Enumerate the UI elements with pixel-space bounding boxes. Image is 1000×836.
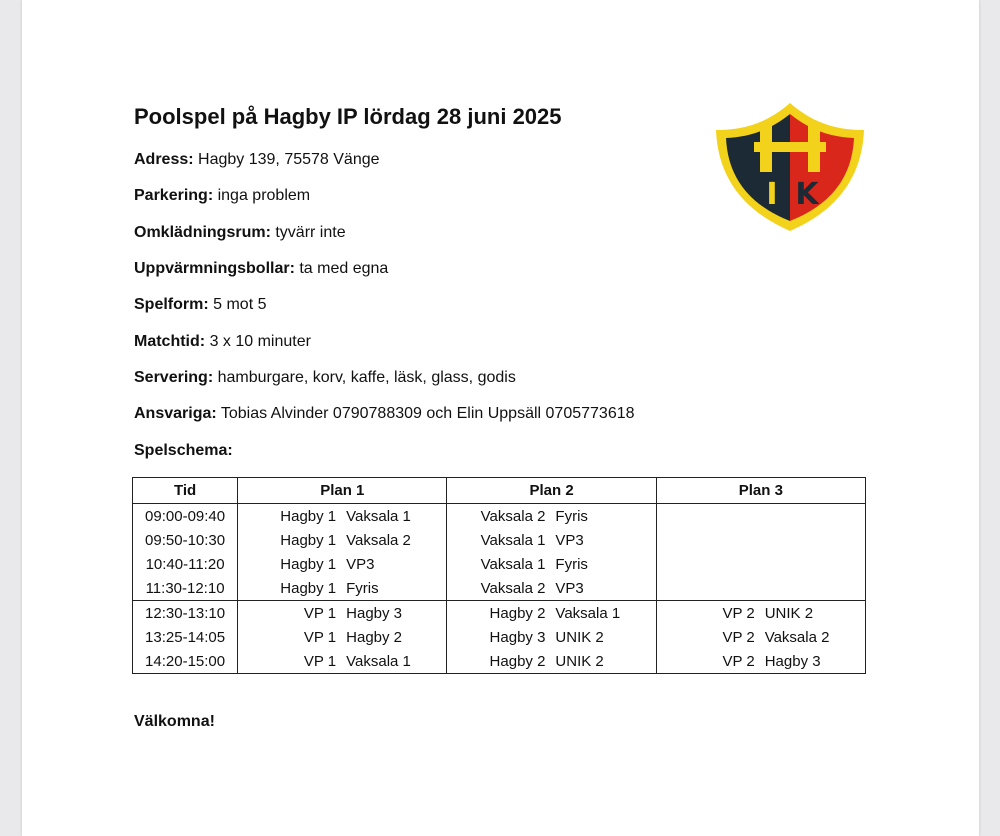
plan-2-cell bbox=[447, 504, 656, 529]
time-cell: 12:30-13:10 bbox=[133, 601, 238, 626]
crest-letter-k: K bbox=[795, 177, 819, 212]
table-row bbox=[133, 625, 866, 649]
team-home: Hagby 2 bbox=[489, 604, 546, 622]
plan-1-cell bbox=[238, 601, 447, 626]
time-cell: 09:00-09:40 bbox=[133, 504, 238, 529]
crest-h-crossbar bbox=[754, 142, 826, 152]
plan-3-cell bbox=[656, 649, 865, 674]
info-schedule-heading bbox=[134, 442, 233, 460]
team-away: VP3 bbox=[555, 531, 584, 549]
crest-letter-i: I bbox=[766, 177, 778, 212]
team-away: Vaksala 1 bbox=[346, 652, 411, 670]
team-home: Hagby 3 bbox=[489, 628, 546, 646]
team-away: UNIK 2 bbox=[764, 604, 814, 622]
info-match-time bbox=[134, 333, 311, 351]
info-label: Parkering: bbox=[134, 187, 214, 204]
info-food bbox=[134, 369, 516, 387]
info-value: hamburgare, korv, kaffe, läsk, glass, godis bbox=[217, 369, 516, 386]
info-label: Adress: bbox=[134, 151, 194, 168]
table-header-row bbox=[133, 478, 866, 504]
plan-1-cell bbox=[238, 504, 447, 529]
team-home: VP 1 bbox=[303, 652, 337, 670]
plan-2-cell bbox=[447, 625, 656, 649]
plan-3-cell bbox=[656, 601, 865, 626]
team-away: Vaksala 1 bbox=[346, 507, 411, 525]
closing-text: Välkomna! bbox=[134, 713, 215, 730]
info-value: ta med egna bbox=[299, 260, 389, 277]
time-cell: 09:50-10:30 bbox=[133, 528, 238, 552]
plan-3-cell bbox=[656, 576, 865, 601]
info-value: 5 mot 5 bbox=[213, 296, 267, 313]
info-label: Servering: bbox=[134, 369, 214, 386]
team-away: Vaksala 2 bbox=[346, 531, 411, 549]
info-parking bbox=[134, 187, 310, 205]
info-responsible bbox=[134, 405, 635, 423]
info-warmup-balls bbox=[134, 260, 388, 278]
table-row bbox=[133, 528, 866, 552]
team-home: Vaksala 2 bbox=[480, 507, 546, 525]
team-home: Vaksala 1 bbox=[480, 531, 546, 549]
team-home: Hagby 1 bbox=[280, 579, 337, 597]
plan-3-cell bbox=[656, 552, 865, 576]
team-away: UNIK 2 bbox=[555, 628, 604, 646]
plan-1-cell bbox=[238, 528, 447, 552]
time-cell: 13:25-14:05 bbox=[133, 625, 238, 649]
team-away: Vaksala 1 bbox=[555, 604, 621, 622]
header-plan-3: Plan 3 bbox=[656, 478, 865, 504]
info-value: inga problem bbox=[217, 187, 311, 204]
team-home: Hagby 1 bbox=[280, 555, 337, 573]
team-away: Hagby 3 bbox=[346, 604, 403, 622]
plan-1-cell bbox=[238, 625, 447, 649]
team-away: Fyris bbox=[555, 555, 588, 573]
header-plan-2: Plan 2 bbox=[447, 478, 656, 504]
info-value: Hagby 139, 75578 Vänge bbox=[198, 151, 380, 168]
page-title: Poolspel på Hagby IP lördag 28 juni 2025 bbox=[134, 104, 562, 129]
team-home: VP 1 bbox=[303, 604, 337, 622]
team-home: VP 1 bbox=[303, 628, 337, 646]
table-row bbox=[133, 552, 866, 576]
plan-1-cell bbox=[238, 552, 447, 576]
document-page bbox=[22, 0, 979, 836]
info-label: Ansvariga: bbox=[134, 405, 217, 422]
team-home: VP 2 bbox=[722, 604, 755, 622]
header-plan-1: Plan 1 bbox=[238, 478, 447, 504]
hik-crest-logo bbox=[714, 100, 866, 234]
plan-2-cell bbox=[447, 552, 656, 576]
team-home: Hagby 2 bbox=[489, 652, 546, 670]
table-row bbox=[133, 504, 866, 529]
team-away: VP3 bbox=[555, 579, 584, 597]
team-home: Hagby 1 bbox=[280, 507, 337, 525]
plan-2-cell bbox=[447, 528, 656, 552]
info-label: Matchtid: bbox=[134, 333, 206, 350]
info-label: Uppvärmningsbollar: bbox=[134, 260, 295, 277]
team-home: VP 2 bbox=[722, 652, 755, 670]
team-away: UNIK 2 bbox=[555, 652, 604, 670]
team-home: Hagby 1 bbox=[280, 531, 337, 549]
plan-3-cell bbox=[656, 625, 865, 649]
info-address bbox=[134, 151, 380, 169]
team-away: Fyris bbox=[555, 507, 588, 525]
plan-3-cell bbox=[656, 528, 865, 552]
team-home: Vaksala 1 bbox=[480, 555, 546, 573]
plan-3-cell bbox=[656, 504, 865, 529]
header-time: Tid bbox=[133, 478, 238, 504]
team-away: Vaksala 2 bbox=[764, 628, 830, 646]
team-home: VP 2 bbox=[722, 628, 755, 646]
time-cell: 14:20-15:00 bbox=[133, 649, 238, 674]
table-row bbox=[133, 649, 866, 674]
plan-2-cell bbox=[447, 601, 656, 626]
team-away: Hagby 3 bbox=[764, 652, 821, 670]
time-cell: 11:30-12:10 bbox=[133, 576, 238, 601]
schedule-table bbox=[132, 477, 866, 674]
time-cell: 10:40-11:20 bbox=[133, 552, 238, 576]
plan-2-cell bbox=[447, 649, 656, 674]
info-label: Spelform: bbox=[134, 296, 209, 313]
info-value: Tobias Alvinder 0790788309 och Elin Uppsäll 0705773618 bbox=[220, 405, 635, 422]
plan-1-cell bbox=[238, 649, 447, 674]
info-value: tyvärr inte bbox=[275, 224, 346, 241]
table-row bbox=[133, 601, 866, 626]
info-game-format bbox=[134, 296, 266, 314]
team-home: Vaksala 2 bbox=[480, 579, 546, 597]
table-row bbox=[133, 576, 866, 601]
info-label: Omklädningsrum: bbox=[134, 224, 271, 241]
plan-2-cell bbox=[447, 576, 656, 601]
info-changing-rooms bbox=[134, 224, 346, 242]
team-away: Fyris bbox=[346, 579, 379, 597]
team-away: Hagby 2 bbox=[346, 628, 403, 646]
plan-1-cell bbox=[238, 576, 447, 601]
info-label: Spelschema: bbox=[134, 442, 233, 459]
info-value: 3 x 10 minuter bbox=[209, 333, 311, 350]
team-away: VP3 bbox=[346, 555, 375, 573]
